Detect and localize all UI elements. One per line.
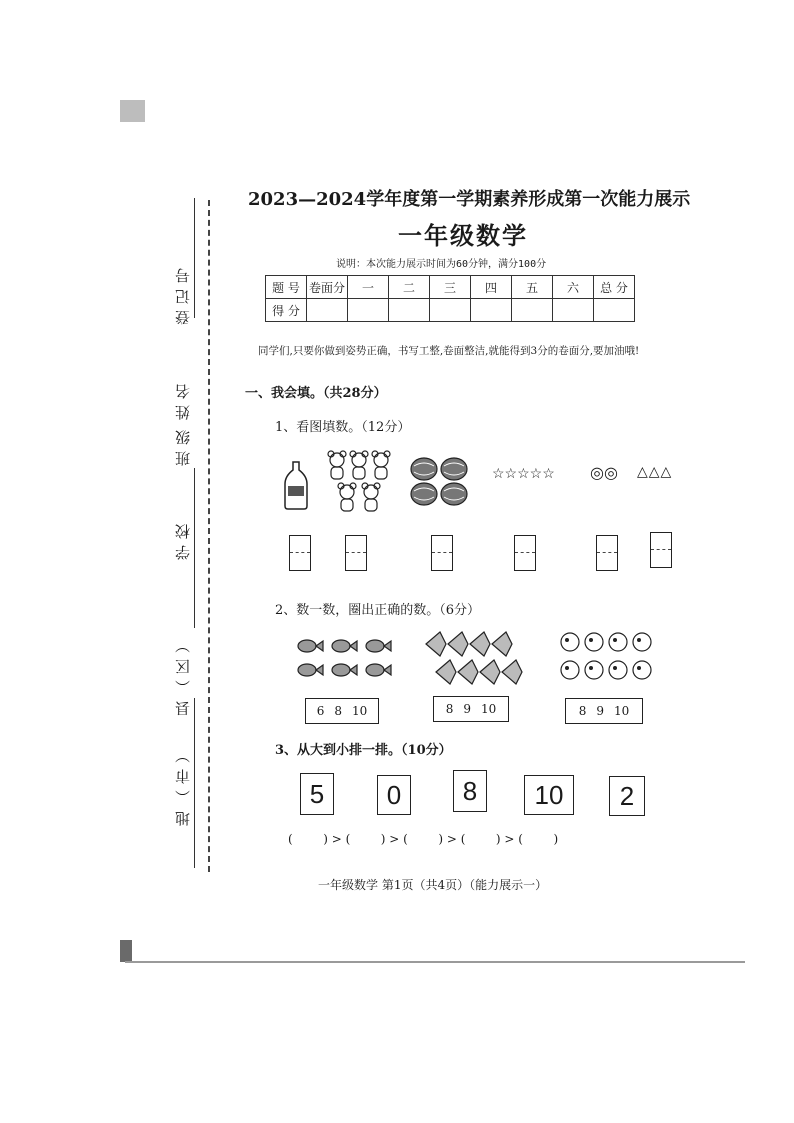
option-box[interactable] <box>305 698 379 724</box>
score-cell: 二 <box>389 276 430 299</box>
number-card: 0 <box>377 775 411 815</box>
number-card: 10 <box>524 775 574 815</box>
bottle-icon <box>282 460 310 510</box>
score-table <box>265 275 635 322</box>
score-input-cell[interactable] <box>512 299 553 322</box>
score-cell: 卷面分 <box>307 276 348 299</box>
score-cell: 六 <box>553 276 594 299</box>
watermelons-icon <box>410 456 472 508</box>
name-label: 姓名 <box>174 378 192 420</box>
score-cell: 一 <box>348 276 389 299</box>
puffer-fish-group-icon <box>558 630 658 686</box>
city-label: 地（市） <box>174 742 192 826</box>
binding-line <box>208 200 210 872</box>
page-footer: 一年级数学 第1页（共4页）（能力展示一） <box>318 878 548 892</box>
option-number[interactable]: 8 <box>578 704 587 718</box>
answer-box[interactable] <box>345 535 367 571</box>
score-input-cell[interactable] <box>348 299 389 322</box>
number-card: 5 <box>300 773 334 815</box>
score-cell: 得 分 <box>266 299 307 322</box>
scan-edge <box>125 961 745 963</box>
county-label: 县（区） <box>174 632 192 716</box>
school-label: 学校 <box>174 518 192 560</box>
option-number[interactable]: 8 <box>445 702 454 716</box>
bear-toys-icon <box>325 450 395 516</box>
q2-title: 2、数一数，圈出正确的数。（6分） <box>275 603 481 618</box>
class-label: 班级 <box>174 424 192 466</box>
score-input-cell[interactable] <box>430 299 471 322</box>
circles-icon: ◎◎ <box>590 463 618 482</box>
exam-subject: 一年级数学 <box>398 222 528 250</box>
number-card: 8 <box>453 770 487 812</box>
score-cell: 题 号 <box>266 276 307 299</box>
score-input-cell[interactable] <box>594 299 635 322</box>
city-line <box>194 698 195 868</box>
score-input-cell[interactable] <box>307 299 348 322</box>
section-1-title: 一、我会填。（共28分） <box>245 386 387 401</box>
option-number[interactable]: 10 <box>614 704 630 718</box>
option-number[interactable]: 9 <box>463 702 471 716</box>
answer-box[interactable] <box>650 532 672 568</box>
score-cell: 五 <box>512 276 553 299</box>
option-box[interactable] <box>433 696 509 722</box>
option-box[interactable] <box>565 698 643 724</box>
score-cell: 总 分 <box>594 276 635 299</box>
score-table-row <box>266 299 635 322</box>
answer-box[interactable] <box>514 535 536 571</box>
encourage-text: 同学们,只要你做到姿势正确，书写工整,卷面整洁,就能得到3分的卷面分,要加油哦! <box>258 345 640 357</box>
angelfish-group-icon <box>424 630 532 688</box>
answer-box[interactable] <box>596 535 618 571</box>
scan-shadow <box>120 940 132 962</box>
score-input-cell[interactable] <box>389 299 430 322</box>
exam-title: 2023—2024学年度第一学期素养形成第一次能力展示 <box>248 189 691 210</box>
school-line <box>194 468 195 628</box>
answer-box[interactable] <box>431 535 453 571</box>
score-input-cell[interactable] <box>471 299 512 322</box>
scan-shadow <box>120 100 145 122</box>
score-input-cell[interactable] <box>553 299 594 322</box>
option-number[interactable]: 10 <box>481 702 497 716</box>
q3-title: 3、从大到小排一排。（10分） <box>275 743 452 758</box>
exam-note: 说明：本次能力展示时间为60分钟，满分100分 <box>336 259 547 270</box>
q1-title: 1、看图填数。（12分） <box>275 420 411 435</box>
score-cell: 三 <box>430 276 471 299</box>
fish-group-icon <box>295 636 395 682</box>
score-table-header-row <box>266 276 635 299</box>
reg-no-line <box>194 198 195 318</box>
number-card: 2 <box>609 776 645 816</box>
reg-no-label: 登记号 <box>174 262 192 325</box>
answer-box[interactable] <box>289 535 311 571</box>
option-number[interactable]: 6 <box>316 704 325 718</box>
option-number[interactable]: 8 <box>334 704 342 718</box>
score-cell: 四 <box>471 276 512 299</box>
stars-icon: ☆☆☆☆☆ <box>492 466 555 482</box>
compare-answer-line[interactable]: ( ) > ( ) > ( ) > ( ) > ( ) <box>288 832 559 846</box>
option-number[interactable]: 9 <box>596 704 604 718</box>
triangles-icon: △△△ <box>637 464 673 480</box>
option-number[interactable]: 10 <box>352 704 368 718</box>
